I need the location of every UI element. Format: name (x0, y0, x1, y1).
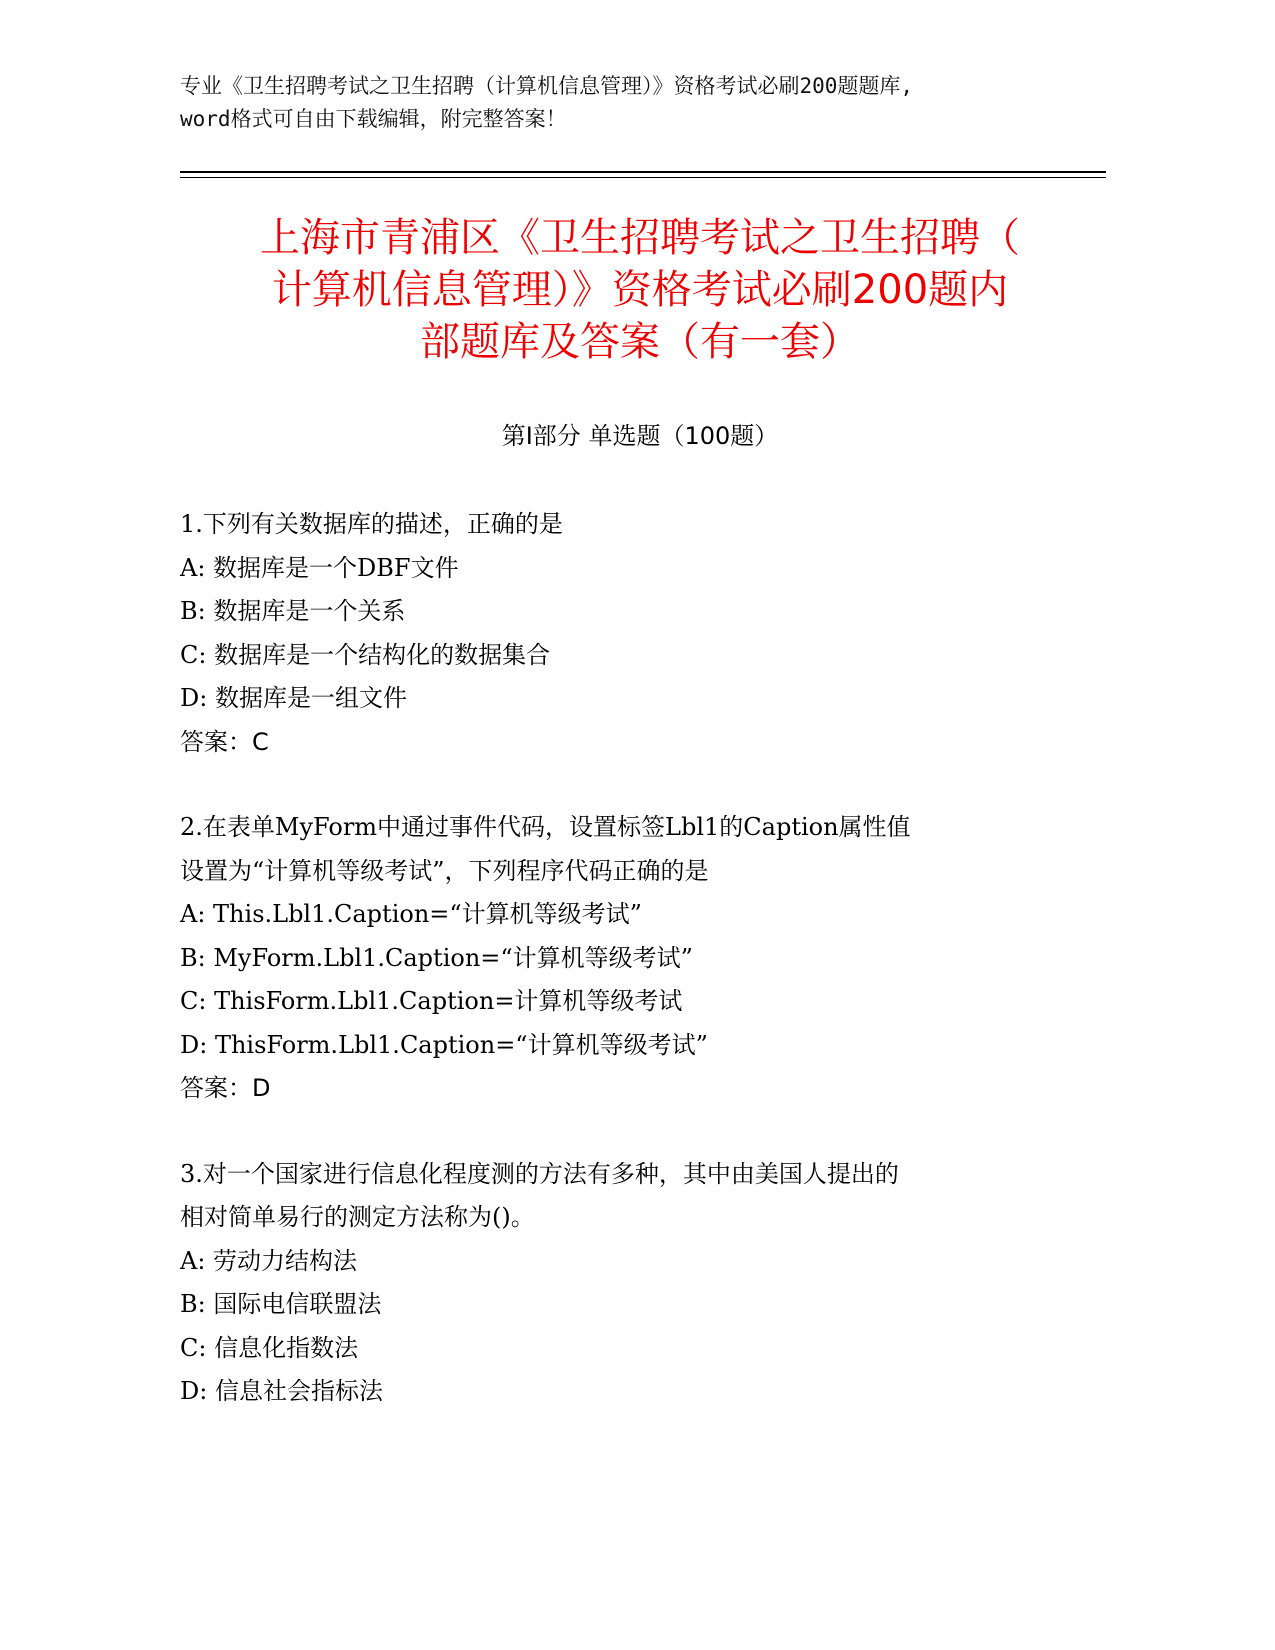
option-d: D: 数据库是一组文件 (180, 684, 407, 712)
question-list (180, 503, 1040, 1456)
document-header-note (180, 70, 1100, 136)
option-d: D: 信息社会指标法 (180, 1377, 383, 1405)
header-note-line-1: 专业《卫生招聘考试之卫生招聘（计算机信息管理）》资格考试必刷200题题库, (180, 74, 914, 98)
question-stem: 2.在表单MyForm中通过事件代码，设置标签Lbl1的Caption属性值 (180, 813, 911, 841)
option-a: A: 数据库是一个DBF文件 (180, 553, 459, 582)
option-c: C: ThisForm.Lbl1.Caption=计算机等级考试 (180, 987, 683, 1015)
option-b: B: MyForm.Lbl1.Caption=“计算机等级考试” (180, 943, 693, 972)
question-stem: 3.对一个国家进行信息化程度测的方法有多种，其中由美国人提出的 (180, 1159, 899, 1188)
question-stem-continued: 相对简单易行的测定方法称为()。 (180, 1203, 535, 1231)
header-note-line-2: word格式可自由下载编辑，附完整答案！ (180, 107, 567, 131)
title-line-1: 上海市青浦区《卫生招聘考试之卫生招聘（ (260, 215, 1020, 261)
option-c: C: 数据库是一个结构化的数据集合 (180, 640, 551, 669)
option-a: A: 劳动力结构法 (180, 1246, 358, 1275)
header-divider-thick (180, 171, 1106, 173)
question-3 (180, 1153, 1040, 1414)
option-a: A: This.Lbl1.Caption=“计算机等级考试” (180, 900, 642, 928)
option-b: B: 国际电信联盟法 (180, 1290, 382, 1318)
header-divider-thin (180, 177, 1106, 178)
question-stem-continued: 设置为“计算机等级考试”，下列程序代码正确的是 (180, 856, 709, 885)
option-c: C: 信息化指数法 (180, 1333, 359, 1362)
answer: 答案：C (180, 727, 269, 756)
question-stem: 1.下列有关数据库的描述，正确的是 (180, 510, 563, 538)
answer: 答案：D (180, 1074, 271, 1102)
title-line-2: 计算机信息管理）》资格考试必刷200题内 (271, 267, 1009, 313)
option-d: D: ThisForm.Lbl1.Caption=“计算机等级考试” (180, 1030, 708, 1059)
question-2 (180, 806, 1040, 1111)
option-b: B: 数据库是一个关系 (180, 597, 406, 625)
document-title (140, 212, 1140, 368)
question-1 (180, 503, 1040, 764)
section-heading: 第Ⅰ部分 单选题（100题） (501, 422, 779, 450)
title-line-3: 部题库及答案（有一套） (420, 319, 860, 365)
